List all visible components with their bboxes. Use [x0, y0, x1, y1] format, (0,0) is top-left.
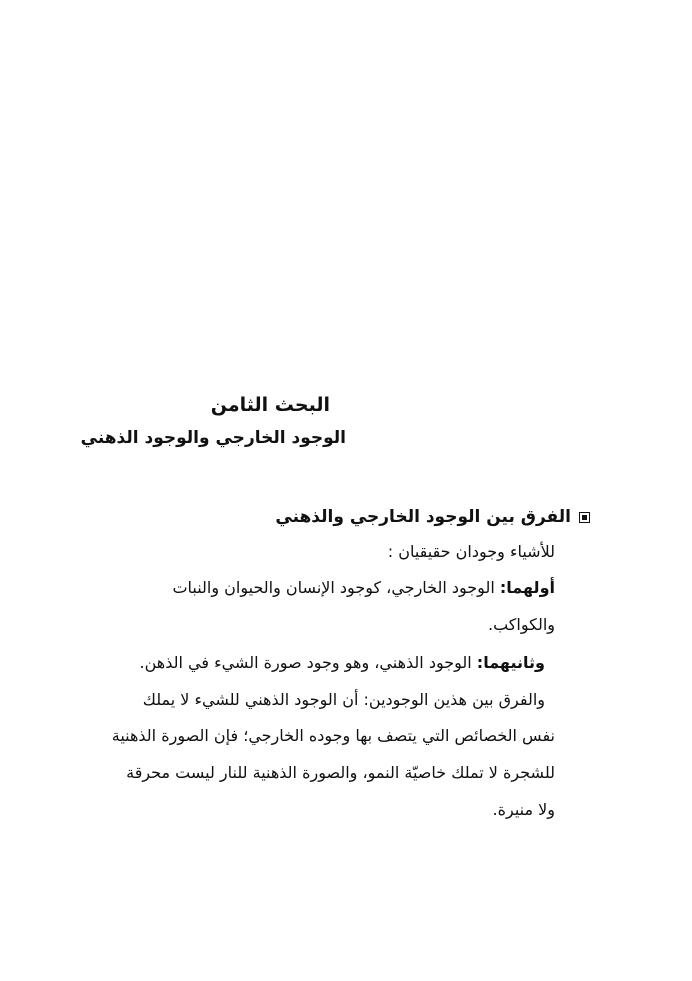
second-definition [139, 651, 545, 675]
first-definition [172, 576, 555, 600]
intro-line: للأشياء وجودان حقيقيان : [387, 542, 555, 561]
first-label: أولهما: [499, 578, 555, 597]
square-bullet-icon [579, 512, 590, 523]
first-definition-cont: والكواكب. [487, 615, 555, 634]
chapter-subtitle: الوجود الخارجي والوجود الذهني [80, 428, 346, 448]
first-text: الوجود الخارجي، كوجود الإنسان والحيوان والنبات [172, 578, 495, 597]
section-heading-text: الفرق بين الوجود الخارجي والذهني [275, 507, 571, 527]
chapter-title: البحث الثامن [210, 394, 330, 416]
second-text: الوجود الذهني، وهو وجود صورة الشيء في الذهن. [139, 653, 472, 672]
second-label: وثانيهما: [476, 653, 545, 672]
difference-line-3: للشجرة لا تملك خاصيّة النمو، والصورة الذهنية للنار ليست محرقة [126, 763, 555, 782]
section-heading [275, 505, 590, 529]
difference-line-4: ولا منيرة. [492, 800, 555, 819]
difference-line-1: والفرق بين هذين الوجودين: أن الوجود الذهني للشيء لا يملك [142, 690, 545, 709]
difference-line-2: نفس الخصائص التي يتصف بها وجوده الخارجي؛ فإن الصورة الذهنية [111, 726, 555, 745]
